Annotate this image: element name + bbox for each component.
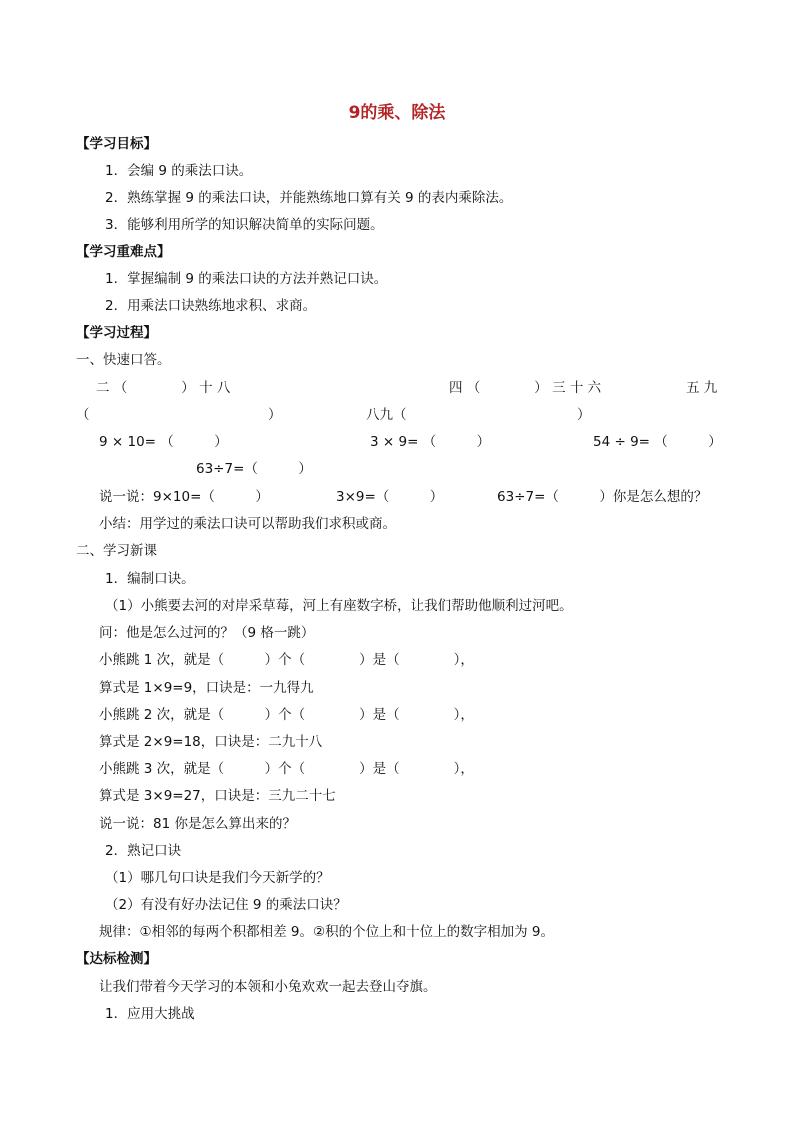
say-part-1: 说一说：9×10=（ ）: [99, 489, 269, 505]
quiz-item-ba-close: ）: [577, 407, 591, 423]
quiz-item-wu: 五 九: [686, 380, 718, 396]
part2-title: 二、学习新课: [76, 543, 157, 559]
quiz-paren-open: （: [76, 407, 90, 423]
page-title: 9的乘、除法: [348, 103, 446, 123]
quiz-calc-3: 54 ÷ 9= （ ）: [593, 434, 722, 450]
quiz-calc-4: 63÷7=（ ）: [196, 461, 312, 477]
key-points-heading: 【学习重难点】: [76, 244, 171, 260]
jump-line-1: 小熊跳 1 次，就是（ ）个（ ）是（ ），: [99, 652, 474, 668]
rule: 规律：①相邻的每两个积都相差 9。②积的个位上和十位上的数字相加为 9。: [99, 924, 554, 940]
key-point-item-1: 1．掌握编制 9 的乘法口诀的方法并熟记口诀。: [105, 271, 388, 287]
formula-line-2: 算式是 2×9=18，口诀是：二九十八: [99, 734, 323, 750]
question: 问：他是怎么过河的？（9 格一跳）: [99, 625, 315, 641]
objective-item-3: 3．能够利用所学的知识解决简单的实际问题。: [105, 217, 384, 233]
question-2: （2）有没有好办法记住 9 的乘法口诀？: [105, 897, 347, 913]
question-1: （1）哪几句口诀是我们今天新学的？: [105, 870, 330, 886]
say-part-3: 63÷7=（ ）你是怎么想的？: [497, 489, 708, 505]
objective-item-1: 1．会编 9 的乘法口诀。: [105, 163, 253, 179]
quiz-item-er: 二 （ ） 十 八: [96, 380, 231, 396]
quiz-calc-1: 9 × 10= （ ）: [99, 434, 228, 450]
quiz-item-si: 四 （ ） 三 十 六: [449, 380, 602, 396]
formula-line-1: 算式是 1×9=9，口诀是：一九得九: [99, 680, 314, 696]
quiz-item-ba: 八九（: [366, 407, 407, 423]
assessment-item-1: 1．应用大挑战: [105, 1006, 195, 1022]
summary: 小结：用学过的乘法口诀可以帮助我们求积或商。: [99, 516, 396, 532]
objectives-heading: 【学习目标】: [76, 136, 157, 152]
quiz-calc-2: 3 × 9= （ ）: [370, 434, 491, 450]
jump-line-2: 小熊跳 2 次，就是（ ）个（ ）是（ ），: [99, 707, 474, 723]
story: （1）小熊要去河的对岸采草莓，河上有座数字桥，让我们帮助他顺利过河吧。: [105, 598, 573, 614]
assessment-heading: 【达标检测】: [76, 951, 157, 967]
assessment-intro: 让我们带着今天学习的本领和小兔欢欢一起去登山夺旗。: [99, 979, 437, 995]
objective-item-2: 2．熟练掌握 9 的乘法口诀，并能熟练地口算有关 9 的表内乘除法。: [105, 190, 513, 206]
jump-line-3: 小熊跳 3 次，就是（ ）个（ ）是（ ），: [99, 761, 474, 777]
process-heading: 【学习过程】: [76, 325, 157, 341]
part2-sub1: 1．编制口诀。: [105, 571, 195, 587]
quiz-paren-close: ）: [268, 407, 282, 423]
say-part-2: 3×9=（ ）: [336, 489, 444, 505]
say-81: 说一说：81 你是怎么算出来的？: [99, 816, 296, 832]
key-point-item-2: 2．用乘法口诀熟练地求积、求商。: [105, 298, 317, 314]
part1-title: 一、快速口答。: [76, 352, 171, 368]
formula-line-3: 算式是 3×9=27，口诀是：三九二十七: [99, 788, 336, 804]
part2-sub2: 2．熟记口诀: [105, 843, 182, 859]
